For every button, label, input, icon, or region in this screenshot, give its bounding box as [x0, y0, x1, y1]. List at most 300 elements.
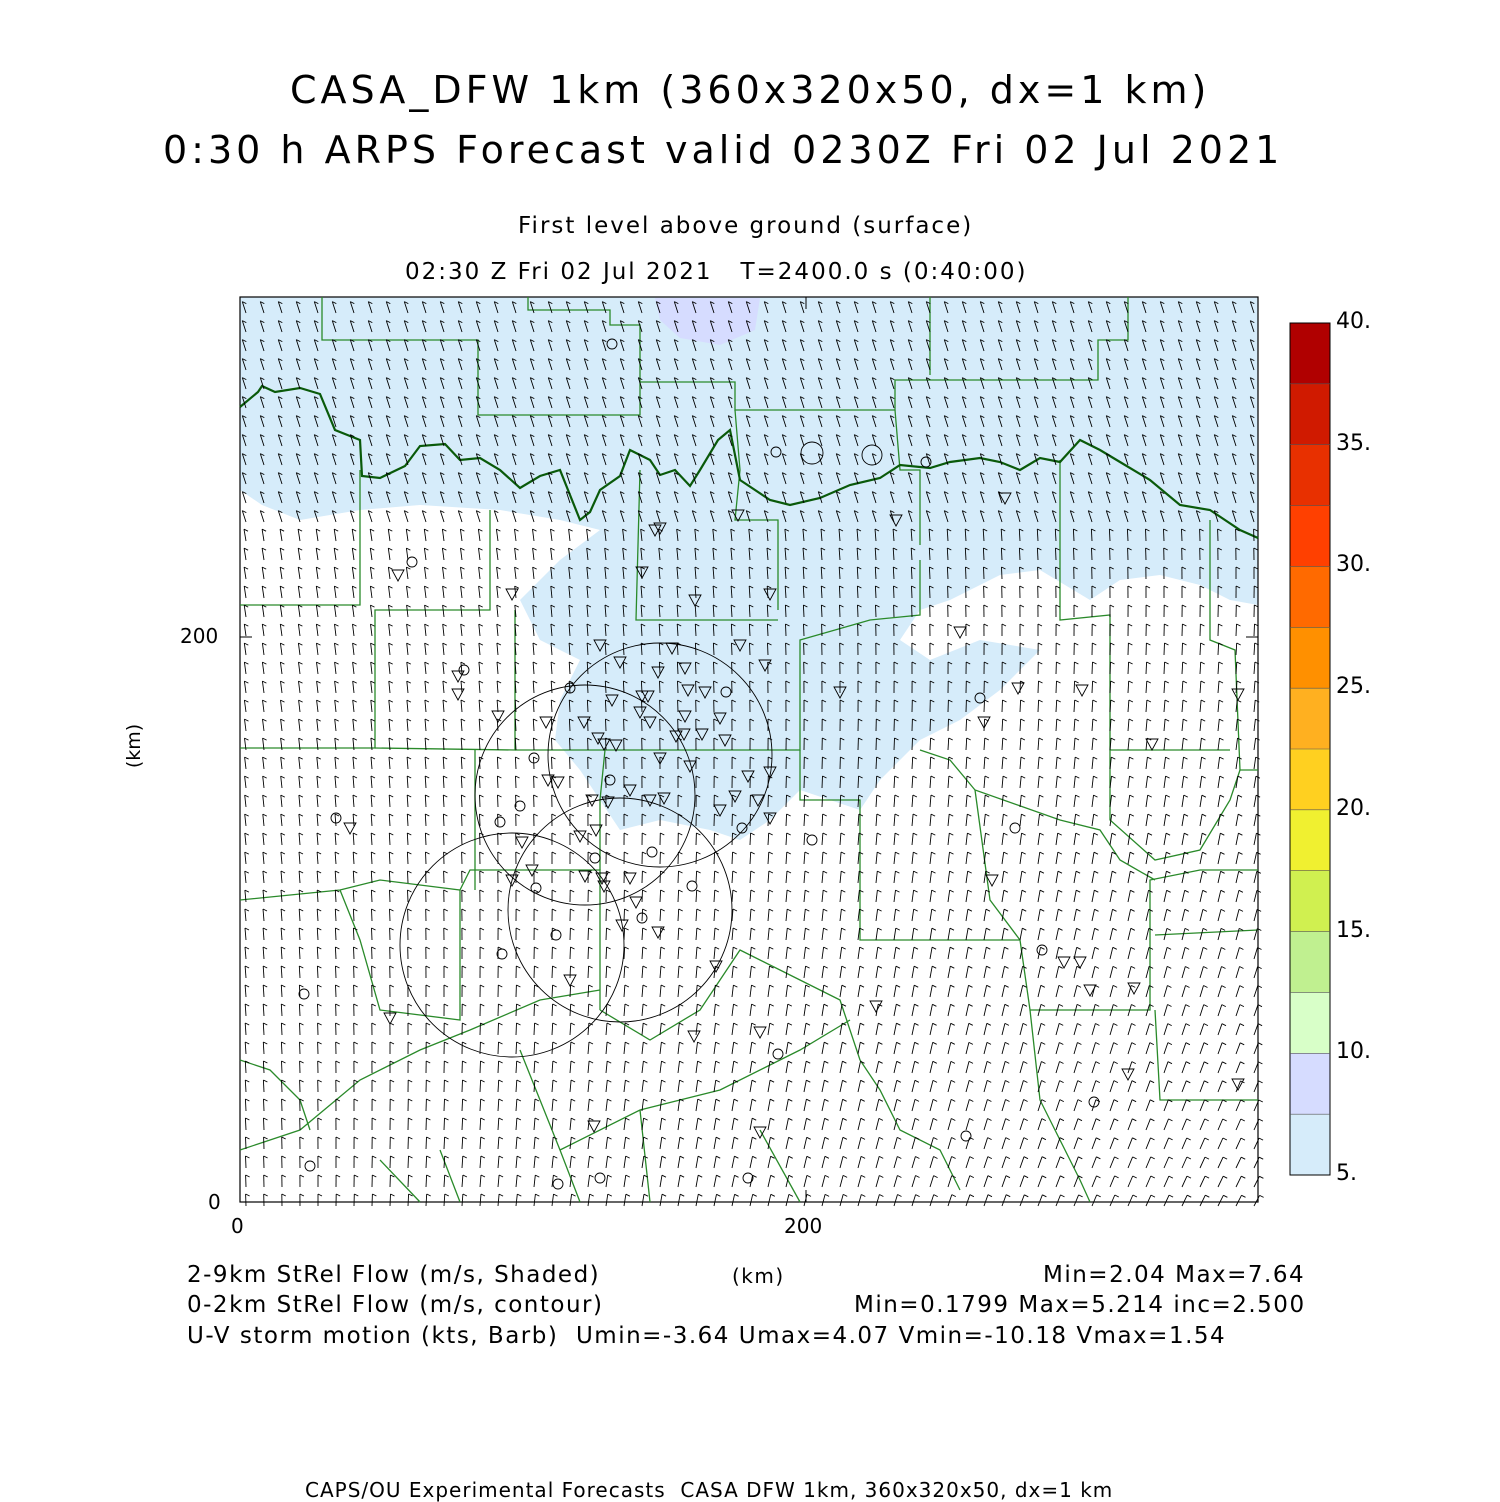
wind-barb-flag [825, 1118, 829, 1120]
wind-barb [298, 643, 300, 655]
wind-barb [497, 605, 498, 617]
wind-barb [280, 605, 282, 617]
wind-barb [768, 890, 769, 902]
wind-barb [1074, 776, 1075, 788]
wind-barb [696, 985, 697, 997]
wind-barb [966, 833, 967, 845]
wind-barb-flag [389, 871, 393, 873]
wind-barb-flag [1095, 1004, 1099, 1006]
wind-barb-flag [1185, 928, 1189, 930]
wind-barb-flag [913, 757, 917, 759]
wind-barb [1020, 814, 1021, 826]
wind-barb [353, 700, 354, 712]
wind-barb [317, 833, 318, 845]
wind-barb-flag [1238, 814, 1242, 816]
subtitle: First level above ground (surface) [518, 213, 973, 239]
wind-barb [282, 1080, 283, 1092]
wind-barb [606, 1118, 607, 1130]
wind-barb-flag [516, 966, 520, 968]
wind-barb [984, 1061, 987, 1073]
wind-barb [984, 909, 986, 921]
wind-barb-flag [1129, 700, 1133, 702]
wind-barb [912, 909, 914, 921]
wind-barb-flag [1238, 833, 1242, 835]
wind-barb-flag [1218, 605, 1222, 607]
wind-barb-flag [1112, 833, 1116, 835]
wind-barb-flag [1074, 624, 1078, 626]
wind-barb [840, 1061, 842, 1073]
wind-barb [786, 1023, 788, 1035]
wind-barb [516, 1023, 517, 1035]
wind-barb-flag [245, 1004, 249, 1006]
wind-barb-flag [841, 909, 845, 911]
wind-barb-flag [1041, 1004, 1045, 1006]
wind-barb-flag [1186, 1043, 1190, 1045]
wind-barb [569, 719, 570, 731]
wind-barb-flag [951, 1061, 955, 1063]
wind-barb [858, 1023, 860, 1035]
wind-barb-flag [1092, 643, 1096, 645]
wind-barb-flag [1150, 1081, 1154, 1083]
wind-barb [1164, 529, 1165, 541]
wind-barb [406, 548, 408, 560]
wind-barb [1019, 548, 1020, 560]
wind-barb [930, 1061, 933, 1073]
wind-barb [1074, 681, 1075, 693]
wind-barb-flag [1005, 1004, 1009, 1006]
wind-barb-flag [1021, 757, 1025, 759]
wind-barb [912, 928, 914, 940]
wind-barb-flag [949, 738, 953, 740]
wind-barb-flag [625, 928, 629, 930]
wind-barb [1218, 852, 1221, 864]
wind-barb [876, 1080, 879, 1092]
wind-barb [335, 909, 336, 921]
wind-barb-flag [878, 928, 882, 930]
wind-barb [660, 681, 661, 693]
wind-barb-flag [751, 928, 755, 930]
wind-barb [1236, 738, 1238, 750]
wind-barb-flag [986, 852, 990, 854]
wind-barb [623, 681, 624, 693]
wind-barb [786, 1099, 788, 1111]
wind-barb-flag [426, 947, 430, 949]
wind-barb [263, 1042, 264, 1054]
wind-barb [534, 1042, 535, 1054]
wind-barb [678, 909, 679, 921]
wind-barb-flag [914, 985, 918, 987]
wind-barb-flag [931, 757, 935, 759]
wind-barb-flag [571, 1023, 575, 1025]
wind-barb-flag [1201, 719, 1205, 721]
wind-barb-flag [534, 757, 538, 759]
wind-barb [281, 757, 282, 769]
wind-barb [1074, 1024, 1077, 1036]
wind-barb-flag [823, 814, 827, 816]
wind-barb-flag [1219, 719, 1223, 721]
wind-barb-flag [1240, 1062, 1244, 1064]
wind-barb [876, 985, 878, 997]
wind-barb-flag [553, 1099, 557, 1101]
wind-barb [966, 852, 968, 864]
wind-barb [966, 890, 968, 902]
wind-barb-flag [733, 890, 737, 892]
wind-barb [516, 1004, 517, 1016]
wind-barb-flag [987, 1023, 991, 1025]
wind-barb [1164, 909, 1167, 921]
wind-barb [894, 1061, 897, 1073]
wind-barb-flag [933, 1099, 937, 1101]
wind-barb [912, 738, 913, 750]
wind-barb [407, 852, 408, 864]
wind-barb-flag [1204, 986, 1208, 988]
wind-barb-flag [715, 833, 719, 835]
wind-barb-flag [1239, 852, 1243, 854]
wind-barb-flag [425, 833, 429, 835]
wind-barb [1200, 700, 1201, 712]
wind-barb [353, 776, 354, 788]
wind-barb-flag [913, 814, 917, 816]
wind-barb-flag [1148, 833, 1152, 835]
wind-barb [786, 795, 787, 807]
wind-barb-flag [516, 985, 520, 987]
wind-barb-flag [353, 852, 357, 854]
wind-barb [570, 1004, 571, 1016]
wind-barb-flag [912, 624, 916, 626]
wind-barb [858, 1061, 861, 1073]
wind-barb-flag [950, 852, 954, 854]
wind-barb-flag [896, 1023, 900, 1025]
wind-barb [642, 966, 643, 978]
wind-barb-flag [642, 871, 646, 873]
wind-barb [424, 529, 426, 541]
wind-barb [263, 719, 265, 731]
wind-barb [1254, 833, 1256, 845]
wind-barb-flag [443, 795, 447, 797]
wind-barb-flag [896, 928, 900, 930]
wind-barb [1146, 833, 1148, 845]
wind-barb [786, 624, 787, 636]
wind-barb-flag [644, 1118, 648, 1120]
wind-barb [425, 719, 426, 731]
wind-barb-flag [444, 1042, 448, 1044]
wind-barb [1146, 1062, 1150, 1073]
wind-barb [316, 548, 318, 560]
wind-barb [1038, 795, 1039, 807]
wind-barb-flag [408, 1099, 412, 1101]
wind-barb-flag [697, 852, 701, 854]
wind-barb [515, 586, 516, 598]
wind-barb [930, 1099, 933, 1111]
wind-barb-flag [950, 890, 954, 892]
wind-barb-flag [372, 966, 376, 968]
wind-barb [1074, 719, 1075, 731]
wind-barb-flag [264, 1099, 268, 1101]
wind-barb [858, 1099, 861, 1111]
wind-barb [948, 1061, 951, 1073]
wind-barb-flag [1182, 605, 1186, 607]
wind-barb-flag [282, 1061, 286, 1063]
wind-barb [606, 719, 607, 731]
wind-barb-flag [751, 833, 755, 835]
wind-barb-flag [1038, 605, 1042, 607]
wind-barb-flag [697, 909, 701, 911]
wind-barb-flag [1023, 1081, 1027, 1083]
time-line: 02:30 Z Fri 02 Jul 2021 T=2400.0 s (0:40:00) [405, 259, 1028, 285]
wind-barb-flag [787, 909, 791, 911]
wind-barb-flag [499, 1061, 503, 1063]
wind-barb [660, 890, 661, 902]
wind-barb-flag [1095, 909, 1099, 911]
wind-barb [280, 548, 282, 560]
wind-barb [678, 871, 679, 883]
wind-barb-flag [407, 776, 411, 778]
wind-barb-flag [643, 1042, 647, 1044]
wind-barb [911, 567, 912, 579]
wind-barb-flag [299, 966, 303, 968]
wind-barb [912, 1080, 915, 1092]
wind-barb-flag [1077, 1024, 1081, 1026]
wind-barb [1236, 757, 1238, 769]
wind-barb [1218, 1043, 1222, 1054]
wind-barb-flag [1129, 757, 1133, 759]
wind-barb [948, 909, 950, 921]
wind-barb-flag [949, 757, 953, 759]
wind-barb [444, 1099, 445, 1111]
wind-barb-flag [498, 795, 502, 797]
wind-barb [858, 852, 859, 864]
wind-barb-flag [480, 985, 484, 987]
wind-barb-flag [624, 890, 628, 892]
wind-barb-flag [662, 1061, 666, 1063]
wind-barb [245, 1061, 246, 1073]
wind-barb-flag [533, 719, 537, 721]
wind-barb [244, 548, 246, 560]
wind-barb [516, 1042, 517, 1054]
wind-barb [1038, 833, 1040, 845]
wind-barb [930, 719, 931, 731]
wind-barb-flag [1060, 1062, 1064, 1064]
wind-barb [1020, 1100, 1024, 1112]
wind-barb-flag [1129, 681, 1133, 683]
wind-barb-flag [389, 738, 393, 740]
wind-barb [1128, 852, 1130, 864]
wind-barb [696, 1061, 698, 1073]
wind-barb-flag [751, 871, 755, 873]
wind-barb-flag [389, 757, 393, 759]
wind-barb [263, 1080, 264, 1092]
wind-barb [479, 681, 480, 693]
wind-barb [245, 776, 246, 788]
wind-barb-flag [372, 909, 376, 911]
wind-barb [462, 1080, 463, 1092]
wind-barb [1218, 909, 1221, 921]
wind-barb-flag [1059, 1023, 1063, 1025]
wind-barb [515, 529, 517, 541]
wind-barb-flag [823, 909, 827, 911]
wind-barb-flag [1221, 890, 1225, 892]
wind-barb-flag [552, 871, 556, 873]
wind-barb [1200, 1062, 1204, 1073]
wind-barb [894, 1004, 896, 1016]
wind-barb-flag [1218, 624, 1222, 626]
wind-barb [552, 1042, 553, 1054]
wind-barb [1074, 833, 1076, 845]
wind-barb [299, 909, 300, 921]
wind-barb-flag [426, 1004, 430, 1006]
wind-barb-flag [733, 852, 737, 854]
wind-barb-flag [824, 985, 828, 987]
wind-barb-flag [861, 1118, 865, 1120]
wind-barb [335, 833, 336, 845]
wind-barb-flag [408, 871, 412, 873]
wind-barb [786, 871, 787, 883]
wind-barb [714, 871, 715, 883]
wind-barb-flag [1003, 795, 1007, 797]
x-tick-200: 200 [784, 1214, 822, 1238]
wind-barb-flag [552, 833, 556, 835]
wind-barb-flag [715, 1004, 719, 1006]
wind-barb [984, 757, 985, 769]
wind-barb [335, 662, 336, 674]
wind-barb [660, 1118, 662, 1130]
wind-barb [372, 928, 373, 940]
wind-barb-flag [1056, 643, 1060, 645]
wind-barb-flag [1074, 662, 1078, 664]
wind-barb [588, 966, 589, 978]
wind-barb-flag [354, 985, 358, 987]
wind-barb [966, 1080, 969, 1092]
wind-barb [1200, 738, 1201, 750]
wind-barb [263, 795, 264, 807]
wind-barb [334, 529, 336, 541]
wind-barb [606, 1042, 607, 1054]
wind-barb [1092, 909, 1095, 921]
wind-barb-flag [299, 985, 303, 987]
wind-barb-flag [1113, 928, 1117, 930]
wind-barb-flag [263, 985, 267, 987]
wind-barb-flag [1129, 662, 1133, 664]
wind-barb [1146, 928, 1149, 940]
wind-barb [822, 1042, 824, 1054]
wind-barb-flag [1003, 719, 1007, 721]
wind-barb-flag [1168, 1081, 1172, 1083]
wind-barb [299, 833, 300, 845]
wind-barb [822, 852, 823, 864]
wind-barb [389, 605, 391, 617]
wind-barb-flag [1239, 890, 1243, 892]
wind-barb [425, 681, 426, 693]
wind-barb-flag [408, 1004, 412, 1006]
wind-barb [768, 1061, 770, 1073]
wind-barb-flag [896, 1004, 900, 1006]
wind-barb [281, 928, 282, 940]
wind-barb-flag [1076, 890, 1080, 892]
wind-barb-flag [335, 928, 339, 930]
wind-barb [930, 871, 932, 883]
wind-barb [281, 947, 282, 959]
wind-barb-flag [660, 833, 664, 835]
wind-barb [768, 643, 769, 655]
wind-barb-flag [481, 1118, 485, 1120]
wind-barb [534, 1061, 535, 1073]
wind-barb-flag [317, 928, 321, 930]
wind-barb [516, 1080, 517, 1092]
wind-barb-flag [533, 700, 537, 702]
wind-barb [822, 1023, 824, 1035]
wind-barb [1074, 700, 1075, 712]
wind-barb [244, 624, 246, 636]
wind-barb-flag [679, 928, 683, 930]
wind-barb-flag [318, 985, 322, 987]
wind-barb-flag [807, 1118, 811, 1120]
wind-barb-flag [462, 928, 466, 930]
wind-barb-flag [1186, 986, 1190, 988]
wind-barb-flag [1147, 681, 1151, 683]
wind-barb-flag [408, 1080, 412, 1082]
wind-barb-flag [408, 1118, 412, 1120]
wind-barb-flag [1005, 1023, 1009, 1025]
wind-barb-flag [534, 795, 538, 797]
wind-barb [480, 795, 481, 807]
wind-barb [984, 776, 985, 788]
wind-barb [1254, 890, 1257, 902]
wind-barb [317, 662, 319, 674]
wind-barb-flag [1113, 947, 1117, 949]
wind-barb [281, 871, 282, 883]
wind-barb-flag [1004, 928, 1008, 930]
wind-barb-flag [1024, 1100, 1028, 1102]
wind-barb-flag [1259, 1100, 1263, 1102]
wind-barb [335, 776, 336, 788]
wind-barb [840, 1099, 843, 1111]
wind-barb [443, 738, 444, 750]
wind-barb [244, 605, 246, 617]
wind-barb-flag [1022, 852, 1026, 854]
wind-barb [606, 1080, 607, 1092]
wind-barb [534, 1080, 535, 1092]
wind-barb [570, 947, 571, 959]
wind-barb-flag [1186, 1005, 1190, 1007]
wind-barb [894, 1099, 897, 1111]
wind-barb-flag [1111, 719, 1115, 721]
wind-barb [714, 852, 715, 864]
wind-barb [371, 719, 372, 731]
wind-barb [1074, 871, 1076, 883]
wind-barb-flag [787, 928, 791, 930]
wind-barb [425, 757, 426, 769]
wind-barb-flag [825, 1099, 829, 1101]
wind-barb-flag [806, 1080, 810, 1082]
wind-barb-flag [1113, 966, 1117, 968]
wind-barb-flag [1130, 852, 1134, 854]
wind-barb [425, 605, 426, 617]
title-line-2: 0:30 h ARPS Forecast valid 0230Z Fri 02 Jul 2021 [163, 128, 1283, 172]
wind-barb-flag [1059, 966, 1063, 968]
wind-barb-flag [461, 795, 465, 797]
wind-barb-flag [1056, 586, 1060, 588]
wind-barb [822, 966, 824, 978]
wind-barb [696, 928, 697, 940]
wind-barb-flag [751, 909, 755, 911]
wind-barb-flag [1220, 795, 1224, 797]
wind-barb [569, 529, 570, 541]
wind-barb-flag [1040, 909, 1044, 911]
wind-barb [1020, 1004, 1023, 1016]
wind-barb-flag [932, 985, 936, 987]
wind-barb [352, 586, 354, 598]
wind-barb-flag [788, 1061, 792, 1063]
